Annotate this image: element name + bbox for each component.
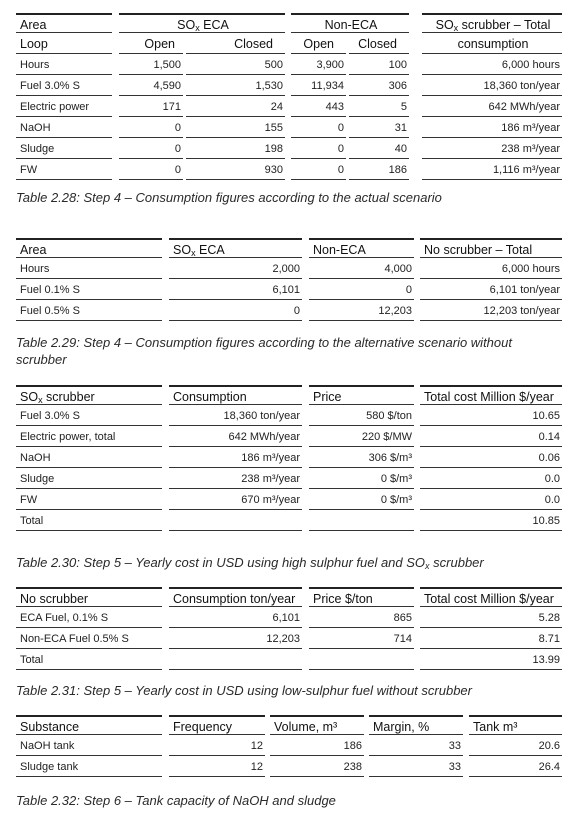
- table-cell: 1,530: [186, 76, 285, 96]
- table-cell: 238: [270, 757, 364, 777]
- caption-table-2-32: Table 2.32: Step 6 – Tank capacity of NaOH and sludge: [16, 793, 336, 808]
- table-cell: 18,360 ton/year: [422, 76, 562, 96]
- table-cell: 8.71: [420, 629, 562, 649]
- table-cell: 1,500: [119, 55, 183, 75]
- table-cell: 642 MWh/year: [169, 427, 302, 447]
- table-cell: 580 $/ton: [309, 406, 414, 426]
- table-cell: 0: [169, 301, 302, 321]
- table-cell: 306 $/m³: [309, 448, 414, 468]
- row-label: Sludge: [16, 139, 112, 159]
- table-cell: 11,934: [291, 76, 346, 96]
- header-cell-tank: Tank m³: [469, 715, 562, 735]
- table-cell: [309, 511, 414, 531]
- table-cell: 13.99: [420, 650, 562, 670]
- header-cell-loop: Loop: [16, 34, 112, 54]
- table-cell: 12,203 ton/year: [420, 301, 562, 321]
- table-cell: 0: [119, 139, 183, 159]
- header-cell-consumption: consumption: [422, 34, 562, 54]
- header-cell-total-cost: Total cost Million $/year: [420, 587, 562, 607]
- table-cell: 642 MWh/year: [422, 97, 562, 117]
- table-cell: 238 m³/year: [422, 139, 562, 159]
- table-cell: 0.0: [420, 490, 562, 510]
- header-cell-area: Area: [16, 13, 112, 33]
- table-cell: 2,000: [169, 259, 302, 279]
- row-label: Fuel 0.5% S: [16, 301, 162, 321]
- header-cell-total-cost: Total cost Million $/year: [420, 385, 562, 405]
- table-cell: 6,101 ton/year: [420, 280, 562, 300]
- table-cell: 31: [349, 118, 409, 138]
- table-cell: 0.14: [420, 427, 562, 447]
- header-cell-eca-open: Open: [119, 34, 183, 54]
- table-cell: 6,101: [169, 280, 302, 300]
- table-cell: 198: [186, 139, 285, 159]
- table-cell: 4,590: [119, 76, 183, 96]
- row-label: Fuel 0.1% S: [16, 280, 162, 300]
- table-cell: 0 $/m³: [309, 469, 414, 489]
- caption-table-2-29: Table 2.29: Step 4 – Consumption figures according to the alternative scenario without scrubber: [16, 335, 512, 367]
- header-cell-non-eca: Non-ECA: [309, 238, 414, 258]
- row-label: Electric power: [16, 97, 112, 117]
- table-cell: [169, 650, 302, 670]
- table-cell: 3,900: [291, 55, 346, 75]
- table-cell: 12,203: [169, 629, 302, 649]
- caption-table-2-31: Table 2.31: Step 5 – Yearly cost in USD using low-sulphur fuel without scrubber: [16, 683, 472, 698]
- table-cell: 0: [291, 139, 346, 159]
- header-cell-price: Price $/ton: [309, 587, 414, 607]
- table-cell: 865: [309, 608, 414, 628]
- table-cell: 10.85: [420, 511, 562, 531]
- table-cell: 5: [349, 97, 409, 117]
- table-cell: 0: [119, 160, 183, 180]
- table-cell: 20.6: [469, 736, 562, 756]
- header-cell-consumption: Consumption: [169, 385, 302, 405]
- table-cell: 171: [119, 97, 183, 117]
- table-cell: 6,000 hours: [422, 55, 562, 75]
- table-cell: 0: [291, 118, 346, 138]
- table-cell: 24: [186, 97, 285, 117]
- header-cell-area: Area: [16, 238, 162, 258]
- table-cell: 1,116 m³/year: [422, 160, 562, 180]
- header-cell-volume: Volume, m³: [270, 715, 364, 735]
- table-cell: 0 $/m³: [309, 490, 414, 510]
- row-label: Hours: [16, 259, 162, 279]
- table-cell: 40: [349, 139, 409, 159]
- table-cell: 306: [349, 76, 409, 96]
- row-label: Total: [16, 650, 162, 670]
- table-cell: 18,360 ton/year: [169, 406, 302, 426]
- table-cell: 0.06: [420, 448, 562, 468]
- table-cell: 33: [369, 757, 463, 777]
- table-cell: 930: [186, 160, 285, 180]
- table-cell: 220 $/MW: [309, 427, 414, 447]
- header-cell-sox-eca: $SO_x$ ECA: [169, 238, 302, 258]
- table-cell: 33: [369, 736, 463, 756]
- row-label: Fuel 3.0% S: [16, 76, 112, 96]
- table-cell: [309, 650, 414, 670]
- table-cell: 0: [291, 160, 346, 180]
- table-cell: 155: [186, 118, 285, 138]
- row-label: Fuel 3.0% S: [16, 406, 162, 426]
- table-cell: 6,000 hours: [420, 259, 562, 279]
- header-cell-noneca-closed: Closed: [349, 34, 409, 54]
- header-cell-sox-eca: $SO_x$ ECA: [119, 13, 285, 33]
- header-cell-noneca-open: Open: [291, 34, 346, 54]
- header-cell-margin: Margin, %: [369, 715, 463, 735]
- header-cell-scrubber-total: $SO_x$ scrubber – Total: [422, 13, 562, 33]
- table-cell: 5.28: [420, 608, 562, 628]
- table-cell: 4,000: [309, 259, 414, 279]
- table-cell: 26.4: [469, 757, 562, 777]
- header-cell-price: Price: [309, 385, 414, 405]
- row-label: NaOH: [16, 448, 162, 468]
- row-label: NaOH tank: [16, 736, 162, 756]
- table-cell: [169, 511, 302, 531]
- table-cell: 0: [119, 118, 183, 138]
- caption-table-2-30: Table 2.30: Step 5 – Yearly cost in USD using high sulphur fuel and $SO_x$ scrubber: [16, 555, 484, 571]
- header-cell-consumption: Consumption ton/year: [169, 587, 302, 607]
- row-label: Hours: [16, 55, 112, 75]
- row-label: FW: [16, 160, 112, 180]
- table-cell: 186: [270, 736, 364, 756]
- caption-table-2-28: Table 2.28: Step 4 – Consumption figures according to the actual scenario: [16, 190, 442, 205]
- header-cell-non-eca: Non-ECA: [291, 13, 409, 33]
- header-cell-no-scrubber: No scrubber: [16, 587, 162, 607]
- table-cell: 443: [291, 97, 346, 117]
- row-label: ECA Fuel, 0.1% S: [16, 608, 162, 628]
- table-cell: 500: [186, 55, 285, 75]
- table-cell: 186 m³/year: [422, 118, 562, 138]
- table-cell: 6,101: [169, 608, 302, 628]
- table-cell: 10.65: [420, 406, 562, 426]
- table-cell: 12,203: [309, 301, 414, 321]
- header-cell-frequency: Frequency: [169, 715, 265, 735]
- table-cell: 670 m³/year: [169, 490, 302, 510]
- table-cell: 12: [169, 736, 265, 756]
- header-cell-substance: Substance: [16, 715, 162, 735]
- row-label: Electric power, total: [16, 427, 162, 447]
- row-label: Total: [16, 511, 162, 531]
- table-cell: 238 m³/year: [169, 469, 302, 489]
- table-cell: 0: [309, 280, 414, 300]
- header-cell-sox-scrubber: $SO_x$ scrubber: [16, 385, 162, 405]
- header-cell-eca-closed: Closed: [186, 34, 285, 54]
- row-label: Non-ECA Fuel 0.5% S: [16, 629, 162, 649]
- table-cell: 100: [349, 55, 409, 75]
- table-cell: 12: [169, 757, 265, 777]
- row-label: Sludge: [16, 469, 162, 489]
- row-label: Sludge tank: [16, 757, 162, 777]
- row-label: NaOH: [16, 118, 112, 138]
- table-cell: 0.0: [420, 469, 562, 489]
- table-cell: 714: [309, 629, 414, 649]
- table-cell: 186: [349, 160, 409, 180]
- table-cell: 186 m³/year: [169, 448, 302, 468]
- row-label: FW: [16, 490, 162, 510]
- header-cell-no-scrubber-total: No scrubber – Total: [420, 238, 562, 258]
